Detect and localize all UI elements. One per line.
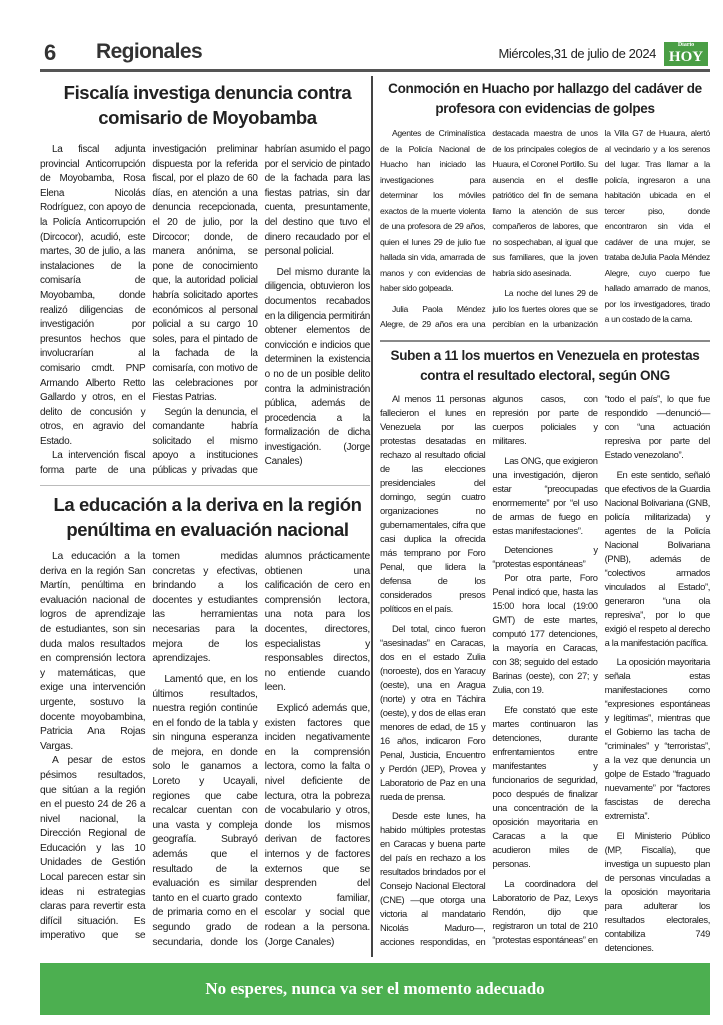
paragraph: A pesar de estos pésimos resultados, que sitúan a la región en el puesto 24 de 26 a nivel nacional, la Dirección Regional de Educación y las 10 Unidades de Gestión Local parecen estar sin ideas ni estrategias claras para revertir esta difícil situación. Es imperativo que se tomen medidas concretas y efectivas, brindando a los docentes y estudiantes las herramientas necesarias para la mejora de los aprendizajes. xyxy=(40,551,258,942)
paragraph: Efe constató que este martes continuaron las detenciones, durante enfrentamientos entre manifestantes y funcionarios de seguridad, poco después de finalizar una concentración de la oposición mayoritaria en Caracas a la que acudieron miles de personas. xyxy=(492,703,598,869)
article-title-venezuela: Suben a 11 los muertos en Venezuela en protestas contra el resultado electoral, según ONG xyxy=(390,348,700,383)
paragraph: Explicó además que, existen factores que inciden negativamente en la comprensión lectora, como la falta o nivel deficiente de lectura, otra la pobreza de vocabulario y otros, donde los mismos derivan de factores internos y de factores externos que se desprenden del contexto familiar, escolar y social que rodean a la persona. (Jorge Canales) xyxy=(264,703,370,948)
paragraph: La fiscal adjunta provincial Anticorrupción de Moyobamba, Rosa Elena Nicolás Rodríguez, con apoyo de la Policía Anticorrupción (Dircocor), acudió, este martes, 30 de julio, a las instalaciones de la comisaría de Moyobamba, donde realizó diligencias de investigación por presuntos hechos que involucrarían al comisario cmdt. PNP Armando Alberto Retto Gallardo y otros, en el delito de concusión y otros, en agravio del Estado. xyxy=(40,144,146,447)
article-title-educacion: La educación a la deriva en la región penúltima en evaluación nacional xyxy=(53,494,362,540)
article-body-venezuela xyxy=(380,392,710,955)
paragraph: La oposición mayoritaria señala estas manifestaciones como “expresiones espontáneas y legítimas”, mientras que el Gobierno las tacha de “criminales” y “terroristas”, a la vez que denuncia un golpe de Estado “fraguado nuevamente” por “factores fascistas de derecha extremista”. xyxy=(604,656,710,822)
paragraph: La educación a la deriva en la región San Martín, penúltima en evaluación nacional de logros de aprendizaje de estudiantes, son sin duda malos resultados en comprensión lectora y matemáticas, que exige una intervención urgente, sostuvo la docente moyobambina, Patricia Ana Rojas Vargas. xyxy=(40,551,146,752)
paragraph: La intervención fiscal forma parte de una investigación preliminar dispuesta por la referida fiscal, por el plazo de 60 días, en atención a una denuncia recepcionada, el 20 de julio, por la Dircocor; donde, de manera anónima, se pone de conocimiento que, la autoridad policial habría solicitado aportes económicos al personal policial a su cargo 10 soles, para el pintado de la fachada de la comisaría, con motivo de las celebraciones por Fiestas Patrias. xyxy=(40,144,258,477)
column-divider xyxy=(371,76,373,957)
paragraph: Agentes de Criminalística de la Policía Nacional de Huacho han iniciado las investigaciones para determinar los móviles exactos de la muerte violenta de una profesora de 29 años, quien el lunes 29 de julio fue hallada sin vida, amarrada de manos y con evidencias de haber sido golpeada. xyxy=(380,128,486,293)
paragraph: La noche del lunes 29 de julio los fuertes olores que se percibían en la urbanización la Villa G7 de Huaura, alertó al vecindario y a los serenos del lugar. Tras llamar a la policía, ingresaron a una habitación ubicada en el tercer piso, donde encontraron sin vida el cadáver de una mujer, se trataba deJulia Paola Méndez Alegre, cuyo cuerpo fue hallado amarrado de manos, por los investigadores, tirado a un costado de la cama. xyxy=(492,128,710,330)
article-body-educacion xyxy=(40,550,370,950)
logo-small-text: Diario xyxy=(677,42,695,48)
paragraph: Del mismo durante la diligencia, obtuvieron los documentos recabados en la diligencia permitirán obtener elementos de convicción e indicios que determinen la existencia o no de un posible delito contra la administración pública, además de procedencia a la formalización de dicha investigación. (Jorge Canales) xyxy=(264,266,370,468)
article-body-huacho xyxy=(380,126,710,333)
paragraph: Lamentó que, en los últimos resultados, nuestra región continúe en el fondo de la tabla y sin ninguna esperanza de mejora, en donde solo le ganamos a Loreto y Ucayali, regiones que cabe recalcar cuentan con una vasta y compleja geografía. Subrayó además que el resultado de la evaluación es similar tanto en el cuarto grado de primaria como en el segundo grado de secundaria, donde los alumnos prácticamente obtienen una calificación de cero en comprensión lectora, una nota para los docentes, directores, especialistas y responsables directos, no entiende cuando leen. xyxy=(152,551,370,948)
paragraph: Al menos 11 personas fallecieron el lunes en Venezuela por las protestas desatadas en rechazo al resultado oficial de las elecciones presidenciales del domingo, según cuatro organizaciones no gubernamentales, cifra que casi duplica la ofrecida más temprano por Foro Penal, que lidera la defensa de los considerados presos políticos en el país. xyxy=(380,393,486,614)
promo-banner: No esperes, nunca va ser el momento adecuado xyxy=(40,963,710,1015)
article-title-huacho: Conmoción en Huacho por hallazgo del cadáver de profesora con evidencias de golpes xyxy=(388,81,702,116)
header-rule xyxy=(40,69,710,72)
paragraph: La coordinadora del Laboratorio de Paz, Lexys Rendón, dijo que registraron un total de 210 “protestas espontáneas” en “todo el país”, lo que fue respondido —denunció— con “una actuación represiva por parte del Estado venezolano”. xyxy=(492,393,710,945)
article-body-fiscalia xyxy=(40,143,370,479)
paragraph: Desde este lunes, ha habido múltiples protestas en Caracas y buena parte del país en rechazo a los resultados brindados por el Consejo Nacional Electoral (CNE) —que otorga una victoria al mandatario Nicolás Maduro—, acciones respondidas, en algunos casos, con represión por parte de cuerpos policiales y militares. xyxy=(380,393,598,948)
logo-big-text: HOY xyxy=(668,49,704,65)
paragraph: Julia Paola Méndez Alegre, de 29 años era una destacada maestra de unos de los principales colegios de Huaura, el Coronel Portillo. Su ausencia en el desfile patriótico del fin de semana llamo la atención de sus compañeros de labores, que no sospechaban, al igual que sus familiares, que la joven habría sido asesinada. xyxy=(380,128,598,330)
article-title-fiscalia: Fiscalía investiga denuncia contra comisario de Moyobamba xyxy=(63,82,352,128)
paragraph: En este sentido, señaló que efectivos de la Guardia Nacional Bolivariana (GNB, policía militarizada) y agentes de la Policía Nacional Bolivariana (PNB), además de “colectivos armados vinculados al Estado”, generaron “una ola represiva”, por lo que exigió el respeto al derecho a la manifestación pacífica. xyxy=(604,468,710,648)
paragraph: Por otra parte, Foro Penal indicó que, hasta las 15:00 hora local (19:00 GMT) de este martes, computó 177 detenciones, la mayoría en Caracas, con 38; seguido del estado Barinas (oeste), con 27; y Zulia, con 19. xyxy=(492,572,598,696)
paragraph: Del total, cinco fueron “asesinadas” en Caracas, dos en el estado Zulia (noroeste), dos en Yaracuy (oeste), una en Aragua (norte) y otra en Táchira (oeste), y dos de ellas eran menores de edad, de 15 y 16 años, indicaron Foro Penal, Justicia, Encuentro y Perdón (JEP), Provea y Laboratorio de Paz en una rueda de prensa. xyxy=(380,622,486,802)
newspaper-logo xyxy=(664,42,708,66)
subheading: Detenciones y “protestas espontáneas” xyxy=(492,544,598,570)
issue-date: Miércoles,31 de julio de 2024 xyxy=(498,46,656,61)
section-title: Regionales xyxy=(96,40,203,63)
page-number: 6 xyxy=(44,40,57,65)
paragraph: Según la denuncia, el comandante habría solicitado el mismo apoyo a instituciones públicas y privadas que habrían asumido el pago por el servicio de pintado de la fachada para las fiestas patrias, sin dar cuenta, presuntamente, del destino que tuvo el dinero recaudado por el personal policial. xyxy=(152,144,370,477)
paragraph: El Ministerio Público (MP, Fiscalía), que investiga un supuesto plan de personas vinculadas a la oposición mayoritaria para adulterar los resultados electorales, contabiliza 749 detenciones. xyxy=(604,829,710,953)
paragraph: Las ONG, que exigieron una investigación, dijeron estar “preocupadas enormemente” por “el uso de armas de fuego en estas manifestaciones”. xyxy=(492,454,598,536)
section-divider-left xyxy=(40,485,370,486)
section-divider-right xyxy=(380,340,710,342)
